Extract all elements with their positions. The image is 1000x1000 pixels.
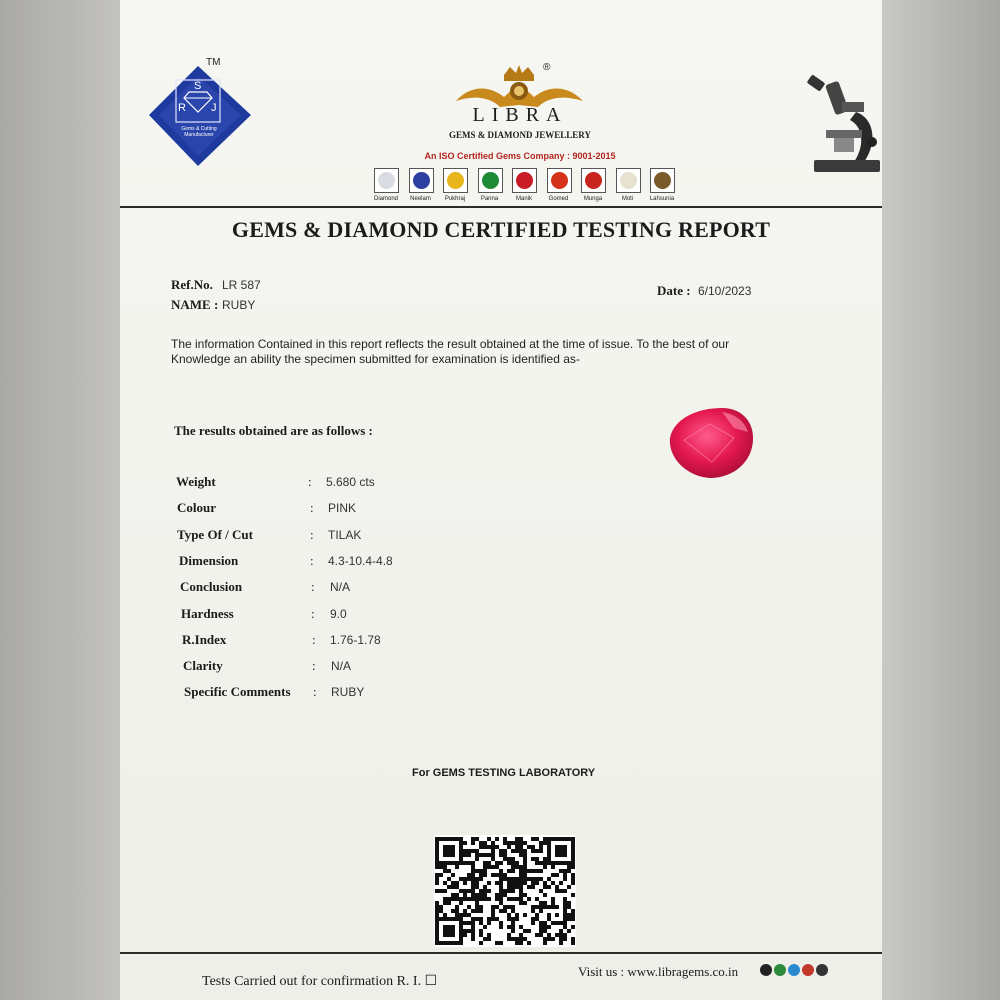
trademark-mark: TM [206, 57, 221, 68]
result-value: N/A [330, 580, 351, 595]
gem-stone-icon [585, 172, 602, 189]
result-label: Type Of / Cut [177, 526, 253, 542]
gem-stone-icon [551, 172, 568, 189]
srj-letter-j: J [211, 102, 217, 114]
gem-swatch [409, 168, 434, 193]
whatsapp-icon[interactable] [774, 964, 786, 976]
result-value: RUBY [331, 685, 365, 700]
registered-mark: ® [543, 62, 551, 73]
ref-value: LR 587 [222, 278, 261, 292]
result-colon: : [310, 552, 314, 568]
result-colon: : [310, 526, 314, 542]
ref-label: Ref.No. [171, 277, 213, 292]
result-value: 1.76-1.78 [330, 632, 381, 647]
youtube-icon[interactable] [816, 964, 828, 976]
twitter-icon[interactable] [788, 964, 800, 976]
social-icons [760, 964, 840, 978]
gem-strip [370, 166, 680, 206]
gem-swatch [478, 168, 503, 193]
result-label: Specific Comments [184, 684, 291, 700]
footer-divider [120, 952, 882, 954]
result-label: Colour [177, 500, 216, 516]
gem-swatch [547, 168, 572, 193]
result-value: 5.680 cts [326, 475, 375, 489]
gem-label: Lahsunia [649, 196, 675, 202]
header-divider [120, 206, 882, 208]
result-label: R.Index [182, 631, 227, 647]
gem-swatch [581, 168, 606, 193]
gem-swatch [616, 168, 641, 193]
gem-stone-icon [654, 172, 671, 189]
gem-swatch [374, 168, 399, 193]
website-link[interactable]: Visit us : www.libragems.co.in [578, 964, 739, 979]
srj-letter-s: S [194, 80, 202, 92]
result-label: Clarity [183, 658, 223, 674]
srj-logo [145, 62, 255, 172]
date-value: 6/10/2023 [698, 284, 752, 298]
gem-swatch [650, 168, 675, 193]
date-label: Date : [657, 283, 691, 298]
result-colon: : [313, 684, 317, 700]
background-left [0, 0, 120, 1000]
brand-subtitle: GEMS & DIAMOND JEWELLERY [449, 130, 591, 140]
gem-label: Diamond [373, 196, 398, 202]
name-label: NAME : [171, 297, 219, 312]
result-colon: : [308, 474, 312, 489]
result-colon: : [312, 658, 316, 674]
gem-label: Panna [480, 196, 499, 202]
instagram-icon[interactable] [802, 964, 814, 976]
results-heading: The results obtained are as follows : [174, 423, 373, 438]
result-value: N/A [331, 659, 352, 674]
gem-label: Manik [515, 196, 532, 202]
facebook-icon[interactable] [760, 964, 772, 976]
tests-note-text: Tests Carried out for confirmation R. I. [202, 974, 422, 989]
result-value: 9.0 [330, 606, 347, 621]
gem-label: Pukhraj [444, 196, 466, 202]
result-colon: : [311, 605, 315, 621]
intro-line-2: Knowledge an ability the specimen submitted for examination is identified as- [171, 352, 580, 366]
intro-line-1: The information Contained in this report reflects the result obtained at the time of issue. To the best of our [171, 337, 730, 351]
microscope-icon [800, 72, 884, 178]
brand-name: LIBRA [472, 104, 568, 126]
qr-code [434, 835, 576, 947]
name-value: RUBY [222, 298, 256, 312]
gem-stone-icon [413, 172, 430, 189]
result-label: Weight [176, 474, 216, 489]
gem-stone-icon [447, 172, 464, 189]
lab-signature-label: For GEMS TESTING LABORATORY [412, 767, 596, 779]
result-label: Dimension [179, 552, 239, 568]
tests-checkbox[interactable]: ☐ [424, 974, 438, 989]
gem-swatch [443, 168, 468, 193]
result-label: Conclusion [180, 579, 243, 595]
result-colon: : [311, 579, 315, 595]
result-value: PINK [328, 501, 357, 516]
ruby-stone-image [664, 404, 756, 480]
gem-stone-icon [482, 172, 499, 189]
report-title: GEMS & DIAMOND CERTIFIED TESTING REPORT [231, 217, 771, 242]
gem-label: Munga [583, 196, 603, 202]
srj-letter-r: R [178, 102, 186, 114]
result-label: Hardness [181, 605, 234, 621]
result-colon: : [312, 631, 316, 647]
gem-label: Gomed [548, 196, 569, 202]
gem-stone-icon [378, 172, 395, 189]
iso-statement: An ISO Certified Gems Company : 9001-2015 [424, 151, 616, 161]
background-right [882, 0, 1000, 1000]
gem-stone-icon [516, 172, 533, 189]
tests-note [202, 973, 437, 990]
gem-stone-icon [620, 172, 637, 189]
srj-tagline: Gems & Cutting Manufacturer [181, 126, 217, 138]
result-value: 4.3-10.4-4.8 [328, 553, 393, 568]
result-value: TILAK [328, 527, 362, 542]
result-colon: : [310, 500, 314, 516]
gem-label: Moti [621, 196, 634, 202]
gem-label: Neelam [410, 196, 431, 202]
gem-swatch [512, 168, 537, 193]
